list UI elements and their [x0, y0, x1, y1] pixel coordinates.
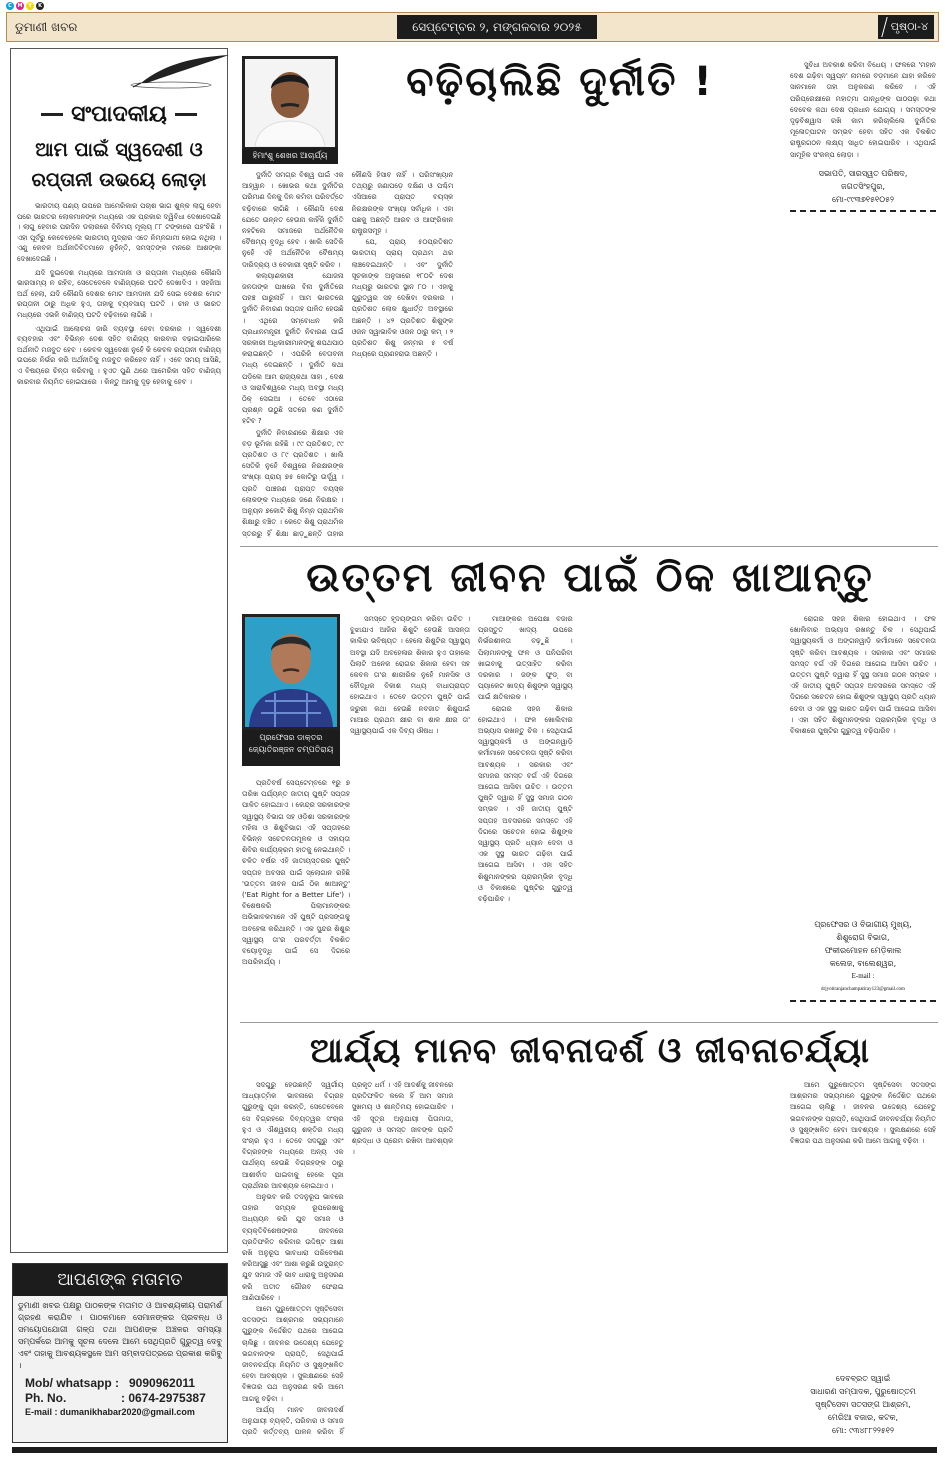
- article2-paragraph: ସମସ୍ତେ ହୃଦୟଙ୍ଗମ କରିବା ଉଚିତ । ବୁଝାଯାଏ ଆଜିର ଶିଶୁଟି ହେଉଛି ଆସନ୍ତା କାଲିର ଭବିଷ୍ୟତ । ହେଲେ ଶିଶୁଟିର ସ୍ୱାସ୍ଥ୍ୟ ଅବସ୍ଥା ଯଦି ଅବହେଳାର ଶିକାର ହୁଏ ତାହାଲେ ପିଲାଟି ଅନେକ ରୋଗର ଶିକାର ହେବା ସହ କେବଳ ତା'ର ଶାରୀରିକ ନୁହେଁ ମାନସିକ ଓ ବୌଦ୍ଧିକ ବିକାଶ ମଧ୍ୟ ବାଧାପ୍ରାପ୍ତ ହୋଇଥାଏ । ତେବେ ଉତ୍ତମ ପୁଷ୍ଟି ପାଇଁ ଜରୁରୀ କଥା ହେଉଛି ନବଜାତ ଶିଶୁପାଇଁ ମାଆର ପ୍ରଥମ କ୍ଷୀର ବା ଶାଳ କ୍ଷୀର ତା' ସ୍ୱାସ୍ଥ୍ୟପାଇଁ ଏକ ଦିବ୍ୟ ଔଷଧ ।: [350, 615, 470, 736]
- byline-line: ଫକୀରମୋହନ ମେଡ଼ିକାଲ: [824, 946, 902, 955]
- article3-body: [242, 1080, 782, 1442]
- article1-paragraph: ସୁବିଧା ଅବକାଶ କରିବା ବିଧେୟ । ଫଳରେ 'ମହାନ ଦେଶ ଗଢ଼ିବା ସ୍ୱପ୍ନ' ନାମରେ ବଡ଼ମାନେ ଯାହା କରିବେ ସାନମାନେ ତାହା ଅନୁକରଣ କରିବେ । ଏହି ପରିପ୍ରେକ୍ଷୀରେ ମହାତ୍ମା ଗାନ୍ଧିଙ୍କ ପାଠପଢ଼ା କଥା ଦେବେକ କଥା ଦେଶ ପ୍ରଧାନ ଯୋଗ୍ୟ । ସମସ୍ତଙ୍କ ଦୃଢ଼ବିଶ୍ୱାସ ରଖି କାମ କରିଚାଲିଲେ ଦୁର୍ନୀତିର ମୂଳୋତ୍ପାଟନ ସମ୍ଭବ ହେବା ସହିତ ଏକ ବିକଶିତ ରାଷ୍ଟ୍ରଗଠନ ଲକ୍ଷ୍ୟ ସାଧିତ ହୋଇପାରିବ । ଏଥିପାଇଁ ସାମୂହିକ ସଂକଳ୍ପ ଲୋଡ଼ା ।: [790, 61, 936, 159]
- article2-byline: [790, 918, 936, 996]
- contact-block: [13, 1376, 227, 1419]
- mobile-label: Mob/ whatsapp :: [25, 1376, 119, 1390]
- byline-line: ମେରିଆ ବଜାର, କଟକ,: [827, 1413, 899, 1422]
- article1-paragraph: ଯେ, ପ୍ରାୟ ୫୦ପ୍ରତିଶତ ଭାରତୀୟ ପ୍ରାୟ ପ୍ରଥମ ଥର ଲାଞ୍ଚଦେଇଥାନ୍ତି । ଏବଂ ଦୁର୍ନୀତି ସୂଚକାଙ୍କ ଅନୁସାରେ ୧୮୦ଟି ଦେଶ ମଧ୍ୟରୁ ଭାରତର ସ୍ଥାନ ୮୦ । ଏହାକୁ ଗୁରୁତ୍ୱର ସହ ଦେଖିବା ଦରକାର । ପ୍ରତିଶତ ଲୋକ କ୍ଷୁଧାର୍ତ୍ତ ଅବସ୍ଥାରେ ଅଛନ୍ତି । ୪୨ ପ୍ରତିଶତ ଶିଶୁଙ୍କ ଓଜନ ସ୍ୱାଭାବିକ ଓଜନ ଠାରୁ କମ୍ । ୨ ପ୍ରତିଶତ ଶିଶୁ ଜନ୍ମର ୫ ବର୍ଷ ମଧ୍ୟରେ ପ୍ରାଣହରାଉ ଅଛନ୍ତି ।: [351, 238, 454, 359]
- opinion-body: ଡୁମାଣୀ ଖବର ପକ୍ଷରୁ ପାଠକଙ୍କ ମତାମତ ଓ ଆବଶ୍ୟକୀୟ ପରାମର୍ଶ ଗ୍ରହଣ କରାଯିବ । ପାଠକମାନେ ସେମାନଙ୍କର ପ୍ରବନ୍ଧ ଓ ସମୟୋପଯୋଗୀ ଗଳ୍ପ ତଥା ଆପଣଙ୍କ ଅଞ୍ଚଳର ସମସ୍ୟା ସମ୍ପର୍କରେ ଆମକୁ ସୂଚନା ଦେଲେ ଆମେ ସେଥିପ୍ରତି ଗୁରୁତ୍ୱ ଦେବୁ ଏବଂ ତାହାକୁ ଆବଶ୍ୟକସ୍ଥଳେ ଆମ ସମ୍ବାଦପତ୍ରରେ ପ୍ରକାଶ କରିବୁ ।: [18, 1301, 222, 1370]
- editorial-headline: ଆମ ପାଇଁ ସ୍ୱଦେଶୀ ଓ ରପ୍ତାନୀ ଉଭୟେ ଲୋଡ଼ା: [31, 139, 207, 191]
- article1-headline: ବଢ଼ିଚାଲିଛି ଦୁର୍ନୀତି !: [406, 59, 714, 105]
- article1-paragraph: ଦୁର୍ନୀତି ନିବାରଣରେ ଶିକ୍ଷାର ଏକ ବଡ଼ ଭୂମିକା ରହିଛି । ୯୯ ପ୍ରତିଶତ, ୯୯ ପ୍ରତିଶତ ଓ ୮୯ ପ୍ରତିଶତ । ଖାଲି ସେତିକି ନୁହେଁ ବିଶ୍ୱରେ ନିରକ୍ଷରଙ୍କ ସଂଖ୍ୟା ପ୍ରାୟ ୭୫ କୋଟିରୁ ଉର୍ଦ୍ଧ୍ୱ । ପ୍ରତି ପାଞ୍ଚଜଣ ପ୍ରାପ୍ତ ବୟସ୍କ ଲୋକଙ୍କ ମଧ୍ୟରେ ଜଣେ ନିରକ୍ଷର । ଅନ୍ୟୁନ ୭କୋଟି ଶିଶୁ ନିମ୍ନ ପ୍ରାଥମିକ ଶିକ୍ଷାରୁ ବଞ୍ଚିତ । କେତେ ଶିଶୁ ପ୍ରାଥମିକ ସ୍ତରରୁ ହିଁ ଶିକ୍ଷା ଛାଡ଼ୁଛନ୍ତି ତାହାର କୌଣସି ହିସାବ ନାହିଁ । ପରିସଂଖ୍ୟାନ ତଥ୍ୟରୁ ଜଣାପଡ଼େ ଦକ୍ଷିଣ ଓ ପଶ୍ଚିମ ଏସିଆରେ ପ୍ରାପ୍ତ ବୟସ୍କ ନିରକ୍ଷରଙ୍କ ସଂଖ୍ୟା ସର୍ବାଧିକ । ଏହା ପଛକୁ ଅଛନ୍ତି ଆରବ ଓ ଆଫ୍ରିକାନ ରାଷ୍ଟ୍ରସମୂହ ।: [242, 171, 454, 538]
- author-email-link[interactable]: drjyotiranjanchampatiray123@gmail.com: [821, 987, 905, 992]
- editorial-column: [10, 48, 228, 1253]
- article1-paragraph: ଦୁର୍ନୀତି ସମଗ୍ର ବିଶ୍ୱ ପାଇଁ ଏକ ଆହ୍ୱାନ । ଖୋଭର କଥା ଦୁର୍ନୀତିର ପରିମାଣ ଦିନକୁ ଦିନ କମିବା ପରିବର୍ତ୍ତେ ବଢ଼ିବାରେ ଲାଗିଛି । କୌଣସି ଦେଶ ଯେତେ ଉନ୍ନତ ହେଉନା କାହିଁକି ଦୁର୍ନୀତି ନହଟିଲେ ସମାଜରେ ଅର୍ଥନୈତିକ ବୈଷମ୍ୟ ବୃଦ୍ଧି ହେବ । ଖାଲି ସେତିକି ନୁହେଁ ଏହି ଅର୍ଥନୈତିକ ବୈଷମ୍ୟ ଦାରିଦ୍ର୍ୟ ଓ ବେକାରୀ ସୃଷ୍ଟି କରିବ ।: [242, 171, 344, 269]
- article3-side-column: [790, 1080, 936, 1442]
- phone-label: Ph. No.: [25, 1391, 67, 1405]
- editorial-title-row: [11, 97, 227, 131]
- cmyk-k-dot: K: [36, 2, 44, 10]
- article3-paragraph: ଆମେ ପୁରୁଷୋତ୍ତମ ସୃଷ୍ଟିସେବା ସତସଙ୍ଗ ଆଶ୍ରମର ସଭ୍ୟମାନେ ଗୁରୁଙ୍କ ନିର୍ଦ୍ଦେଶିତ ପଥରେ ଆଗେଇ ଚାଲିଛୁ । ଜୀବନର ଉଦ୍ଦେଶ୍ୟ ଯେହେତୁ ଭଗବାନଙ୍କ ପ୍ରାପ୍ତି, ସେଥିପାଇଁ ଜୀବନଚର୍ଯ୍ୟା ନିୟମିତ ଓ ସୁଶୃଙ୍ଖଳିତ ହେବା ଆବଶ୍ୟକ । ସୁଲକ୍ଷଣରେ ସେହି ବିଜ୍ଞତାର ପଥ ଅନୁସରଣ କରି ଆମେ ଆଗକୁ ବଢ଼ିବା ।: [242, 1305, 344, 1403]
- article2-body-b: [478, 614, 778, 1018]
- cmyk-registration-marks: [6, 2, 44, 10]
- byline-line: ପ୍ରଫେସର ଓ ବିଭାଗୀୟ ମୁଖ୍ୟ,: [814, 920, 912, 929]
- phone-number: : 0674-2975387: [121, 1391, 206, 1405]
- byline-line: ସୃଷ୍ଟିସେବା ସତସଙ୍ଗ ଆଶ୍ରମ,: [815, 1400, 911, 1409]
- title-rule-left: [41, 113, 63, 116]
- section-divider: [240, 1022, 938, 1023]
- article1-byline: [790, 167, 936, 206]
- editorial-body: [17, 201, 221, 387]
- article2-paragraph: ମାଆଙ୍କର ଅପେକ୍ଷା ବଜାର ପ୍ରସ୍ତୁତ ଖାଦ୍ୟ ଉପରେ ନିର୍ଭରଶୀଳତା ବଢ଼ୁଛି । ପିଲାମାନଙ୍କୁ ଫଳ ଓ ପନିପରିବା ଖାଇବାକୁ ଉତ୍ସାହିତ କରିବା ଦରକାର । ଜଙ୍କ ଫୁଡ୍ ବା ପ୍ୟାକେଟ ଖାଦ୍ୟ ଶିଶୁଙ୍କ ସ୍ୱାସ୍ଥ୍ୟ ପାଇଁ କ୍ଷତିକାରକ ।: [478, 615, 573, 702]
- article2-paragraph: ରୋଗର ସହଜ ଶିକାର ହୋଇଥାଏ । ଫଳ ଖୋଲିବାର ଅଭ୍ୟାସ ରଖନ୍ତୁ ଚିକ । ସେଥିପାଇଁ ସ୍ୱାସ୍ଥ୍ୟକର୍ମୀ ଓ ଅଙ୍ଗନୱାଡ଼ି କର୍ମୀମାନେ ସଚେତନତା ସୃଷ୍ଟି କରିବା ଆବଶ୍ୟକ । ସରକାର ଏବଂ ସମାଜର ସମସ୍ତ ବର୍ଗ ଏହି ଦିଗରେ ଆଗେଇ ଆସିବା ଉଚିତ । ଉତ୍ତମ ପୁଷ୍ଟି ଦ୍ୱାରା ହିଁ ସୁସ୍ଥ ସମାଜ ଗଠନ ସମ୍ଭବ । ଏହି ଜାତୀୟ ପୁଷ୍ଟି ସପ୍ତାହ ଅବସରରେ ସମସ୍ତେ ଏହି ଦିଗରେ ସଚେତନ ହୋଇ ଶିଶୁଙ୍କ ସ୍ୱାସ୍ଥ୍ୟ ପ୍ରତି ଧ୍ୟାନ ଦେବା ଓ ଏକ ସୁସ୍ଥ ଭାରତ ଗଢ଼ିବା ପାଇଁ ଆଗେଇ ଆସିବା । ଏହା ସହିତ ଶିଶୁମାନଙ୍କର ପ୍ରାରମ୍ଭିକ ବୃଦ୍ଧି ଓ ବିକାଶରେ ପୁଷ୍ଟିର ଗୁରୁତ୍ୱ ବଢ଼ିପାରିବ ।: [790, 615, 936, 736]
- byline-line: ସଭାପତି, ସାରସ୍ୱତ ପରିଷଦ,: [818, 168, 908, 178]
- cmyk-c-dot: C: [6, 2, 14, 10]
- byline-line: ସାଧାରଣ ସମ୍ପାଦକ, ପୁରୁଷୋତ୍ତମ: [810, 1387, 916, 1396]
- editorial-paragraph: ଭାରତୀୟ ପଣ୍ୟ ଉପରେ ଆମେରିକାର ପଚାଶ ଭାଗ ଶୁଳ୍କ ଲାଗୁ ହେବା ପରେ ଭାରତର ଲୋକମାନଙ୍କ ମଧ୍ୟରେ ଏକ ପ୍ରକାର ଦ୍ୱିବିଧା ଦେଖାଦେଇଛି । ଲାଗୁ ହେବାର ପରଦିନ ଡଲାରରେ ବିନିମୟ ମୂଲ୍ୟ ୮୮ ଟଙ୍କାରେ ପହଂଚିଛି । ଏହା ପୂର୍ବରୁ କେବେହେଲେ ଭାରତୀୟ ମୁଦ୍ରାର ଏତେ ନିମ୍ନଗାମୀ ହୋଇ ନଥିଲା । ଏଣୁ କେବଳ ଅର୍ଥନୀତିବିତମାନେ ନୁହଁନ୍ତି, ସମସ୍ତଙ୍କ ମନରେ ଆଶଙ୍କା ଦେଖାଦେଇଛି ।: [17, 202, 221, 263]
- byline-line: ଶିଶୁରୋଗ ବିଭାଗ,: [836, 933, 890, 942]
- issue-date: ସେପ୍ଟେମ୍ବର ୨, ମଙ୍ଗଳବାର ୨୦୨୫: [397, 15, 597, 39]
- article3-paragraph: ଆର୍ଯ୍ୟ ମାନବ ଜୀବନାଦର୍ଶ ଅନୁଯାୟୀ ବ୍ୟକ୍ତି, ପରିବାର ଓ ସମାଜ ପ୍ରତି କର୍ତ୍ତବ୍ୟ ପାଳନ କରିବା ହିଁ ପ୍ରକୃତ ଧର୍ମ । ଏହି ଆଦର୍ଶକୁ ଜୀବନରେ ପ୍ରତିଫଳିତ କଲେ ହିଁ ଆମ ସମାଜ ସୁଖମୟ ଓ ଶାନ୍ତିମୟ ହୋଇପାରିବ । ଏହି ସୂତ୍ର ଅନୁଯାୟୀ ପିତାମାତା, ଗୁରୁଜନ ଓ ସମସ୍ତ ଜୀବଙ୍କ ପ୍ରତି ଶ୍ରଦ୍ଧା ଓ ପ୍ରେମ ରଖିବା ଆବଶ୍ୟକ ।: [242, 1081, 454, 1437]
- article1-paragraph: କଲ୍ୟାଣକାରୀ ଯୋଜନା ଜନତାଙ୍କ ପାଖରେ ବିନା ଦୁର୍ନୀତିରେ ପହଞ୍ଚ ପାରୁନାହିଁ । ଆମ ଭାରତରେ ଦୁର୍ନୀତି ନିବାରଣ ସପ୍ତାହ ପାଳିତ ହେଉଛି । ଏଥିରେ ସମ୍ବୋଧନ କରି ପ୍ରଧାନମନ୍ତ୍ରୀ ଦୁର୍ନୀତି ନିବାରଣ ପାଇଁ ସରକାରୀ ଅଧିକାରୀମାନଙ୍କୁ ଶପଥପାଠ କରାଇଛନ୍ତି । ଏପରିକି ବେତାବନୀ ମଧ୍ୟ ଦେଇଛନ୍ତି । ଦୁର୍ନୀତି କଥା ପଡ଼ିଲେ ଆମ ରାଜ୍ୟକଥା ସାହା , ଦେଶ ଓ ସାରାବିଶ୍ୱରେ ମଧ୍ୟ ଅବସ୍ଥା ମଧ୍ୟ ଠିକ୍ ସେଇଆ । ତେବେ ଏଠାରେ ପ୍ରଶ୍ନ ଉଠୁଛି ସତରେ କଣ ଦୁର୍ନୀତି ହଟିବ ?: [242, 271, 344, 426]
- author-photo-himanshu: [242, 56, 338, 164]
- article2-side-column: [790, 614, 936, 1018]
- article1-side-column: [790, 60, 936, 540]
- page-bottom-bar: [12, 1447, 937, 1453]
- editorial-paragraph: ଯଦି ଦୁଇଦେଶ ମଧ୍ୟରେ ଆମଦାନୀ ଓ ରପ୍ତାନୀ ମଧ୍ୟରେ କୌଣସି ଭାରସାମ୍ୟ ନ ରହିବ, ସେତେବେଳେ ବାଣିଜ୍ୟରେ ଘଟତି ଦେଖାଦିଏ । ସହଜିଆ ଅର୍ଥ ହେଲା, ଯଦି କୌଣସି ଦେଶର ମୋଟ ଆମଦାନୀ ଯଦି ସେଇ ଦେଶର ମୋଟ ରପ୍ତାନୀ ଠାରୁ ଅଧିକ ହୁଏ, ତାହାକୁ ବ୍ୟବସାୟ ଘଟତି । ଚୀନ ଓ ଭାରତ ମଧ୍ୟରେ ଏଭଳି ବାଣିଜ୍ୟ ଘଟତି ବଢ଼ିବାରେ ଲାଗିଛି ।: [17, 268, 221, 319]
- byline-line: ମୋ-୯୯୩୭୧୫୧୦୫୨: [832, 194, 894, 204]
- author-caption: [242, 730, 340, 766]
- article2-headline: ଉତ୍ତମ ଜୀବନ ପାଇଁ ଠିକ ଖାଆନ୍ତୁ: [306, 555, 874, 601]
- article1-body: [242, 170, 782, 540]
- cmyk-m-dot: M: [17, 3, 23, 9]
- dashed-divider: [790, 210, 936, 212]
- article2-paragraph: ପ୍ରତିବର୍ଷ ସେପ୍ଟେମ୍ବରେ ୧ରୁ ୭ ତାରିଖ ପର୍ଯ୍ୟନ୍ତ ଜାତୀୟ ପୁଷ୍ଟି ସପ୍ତାହ ପାଳିତ ହୋଇଥାଏ । କେନ୍ଦ୍ର ସରକାରଙ୍କ ସ୍ୱାସ୍ଥ୍ୟ ବିଭାଗ ସହ ଓଡ଼ିଶା ସରକାରଙ୍କ ମହିଳା ଓ ଶିଶୁବିଭାଗ ଏହି ସପ୍ତାହରେ ବିଭିନ୍ନ ସଚେତନତାମୂଳକ ଓ ସହାୟତା ଶିବିର କାର୍ଯ୍ୟକ୍ରମ ହାତକୁ ନେଇଥାନ୍ତି । ଚଳିତ ବର୍ଷର ଏହି ଜାତୀୟସ୍ତରର ପୁଷ୍ଟି ସପ୍ତାହ ଅବସର ପାଇଁ ସ୍ଲୋଗାନ ରହିଛି 'ଉତ୍ତମ ଜୀବନ ପାଇଁ ଠିକ ଖାଆନ୍ତୁ' ('Eat Right for a Better Life') । ବିଶେଷକରି ପିଲାମାନଙ୍କର ଅଭିଭାବକମାନେ ଏହି ପୁଷ୍ଟି ପ୍ରସଙ୍ଗକୁ ଅବହେଳା କରିଥାନ୍ତି । ଏକ ସୁନ୍ଦର ଶିଶୁର ସ୍ୱାସ୍ଥ୍ୟ ତା'ର ପରବର୍ତ୍ତୀ ବିକଶିତ ବୟୋବୃଦ୍ଧି ପାଇଁ ସେ ଦିଗରେ ଅପରିହାର୍ଯ୍ୟ ।: [242, 779, 350, 967]
- opinion-box: [12, 1263, 228, 1443]
- author-photo-jyotiranjan: [242, 614, 340, 766]
- author-caption: ହିମାଂଶୁ ଶେଖର ଆଚାର୍ଯ୍ୟ: [242, 148, 338, 164]
- byline-line: ଜଗତସିଂହପୁର,: [841, 181, 885, 191]
- mobile-number: 9090962011: [129, 1376, 196, 1390]
- cmyk-y-dot: Y: [26, 2, 34, 10]
- article3-paragraph: ସଦଗୁରୁ ହେଉଛନ୍ତି ସ୍ୱର୍ଗୀୟ ଆଧ୍ୟାତ୍ମିକ ଭାବନାରେ ବିଗ୍ରହ ଗୁରୁଙ୍କୁ ପୂଜା କରନ୍ତି, ସେତେବେଳେ ସେ ବିଗ୍ରହରେ ଦିବ୍ୟତ୍ୱର ସଂଚାର ହୁଏ ଓ ଐଶ୍ୱରୀୟ ଶକ୍ତିର ମଧ୍ୟ ସଂଚାର ହୁଏ । ତେବେ ସଦଗୁରୁ ଏବଂ ବିଗ୍ରହଙ୍କ ମଧ୍ୟରେ ଅନ୍ୟ ଏକ ପାର୍ଥକ୍ୟ ହେଉଛି ବିଗ୍ରହଙ୍କ ଠାରୁ ଆଶୀର୍ବାଦ ପାଇବାକୁ ହେଲେ ପୂଜା ପ୍ରାର୍ଥନାର ଆବଶ୍ୟକ ହୋଇଥାଏ ।: [242, 1081, 344, 1190]
- article3-paragraph: ଅନୁଭବ କରି ତଦନୁରୂପ ଭାବରେ ତାହାର ସମ୍ୟକ ରୂପରେଖାକୁ ଅଧ୍ୟୟନ କରି ଯୁବ ସମାଜ ଓ ବ୍ୟକ୍ତିବିଶେଷଙ୍କର ଜୀବନରେ ପ୍ରତିଫଳିତ କରିବାର ଉଦ୍ଦିଷ୍ଟ ଆଶା ରଖି ଅନୁରୂପ ଭାବଧାରା ପରିବେଷଣ କରିଆସୁଛୁ ଏବଂ ଆଶା କରୁଛି ଉଦ୍ଭ୍ରାନ୍ତ ଯୁବ ସମାଜ ଏହି ଭାବ ଧାରାକୁ ଅନୁସରଣ କରି ଅତୀତ ଗୌରବ ଫେରାଇ ଆଣିପାରିବେ ।: [242, 1193, 344, 1302]
- quill-pen-icon: [111, 53, 231, 93]
- title-rule-right: [175, 113, 197, 116]
- paper-name: ଡୁମାଣୀ ଖବର: [15, 20, 78, 34]
- editorial-paragraph: ଏଥିପାଇଁ ଆଲୋଚନା ଜାରି ବ୍ୟବସ୍ଥା ହେବା ଦରକାର । ସ୍ୱଦେଶୀ ବ୍ୟବହାର ଏବଂ ବିଭିନ୍ନ ଦେଶ ସହିତ ବାଣିଜ୍ୟ କାରବାର ବଢ଼ାଇପାରିଲେ ଅର୍ଥନୀତି ମଜବୁତ ହେବ । କେବଳ ସ୍ୱଦେଶୀ ନୁହେଁ କି କେବଳ ରପ୍ତାନୀ ବାଣିଜ୍ୟ ଉପରେ ନିର୍ଭର କରି ଅର୍ଥନୀତିକୁ ମଜବୁତ କରିହେବ ନାହିଁ । ଏବେ ସମୟ ଆସିଛି, ଏ ବିଷୟରେ ଚିନ୍ତା କରିବାକୁ । ହୁଏତ ପୁଣି ଥରେ ଆମେରିକା ସହିତ ବାଣିଜ୍ୟ କାରବାର ନିୟମିତ ହୋଇପାରେ । କିନ୍ତୁ ଆମକୁ ଦୃଢ଼ ହେବାକୁ ହେବ ।: [17, 324, 221, 386]
- author-portrait-icon: [245, 617, 337, 727]
- author-portrait-icon: [245, 59, 335, 147]
- byline-line: ମୋ: ୯୩୪୮୮୨୨୫୧୨: [832, 1426, 894, 1435]
- article2-body-a: [350, 614, 470, 774]
- editorial-section-title: ସଂପାଦକୀୟ: [71, 101, 167, 127]
- article2-paragraph: ରୋଗର ସହଜ ଶିକାର ହୋଇଥାଏ । ଫଳ ଖୋଲିବାର ଅଭ୍ୟାସ ରଖନ୍ତୁ ଚିକ । ସେଥିପାଇଁ ସ୍ୱାସ୍ଥ୍ୟକର୍ମୀ ଓ ଅଙ୍ଗନୱାଡ଼ି କର୍ମୀମାନେ ସଚେତନତା ସୃଷ୍ଟି କରିବା ଆବଶ୍ୟକ । ସରକାର ଏବଂ ସମାଜର ସମସ୍ତ ବର୍ଗ ଏହି ଦିଗରେ ଆଗେଇ ଆସିବା ଉଚିତ । ଉତ୍ତମ ପୁଷ୍ଟି ଦ୍ୱାରା ହିଁ ସୁସ୍ଥ ସମାଜ ଗଠନ ସମ୍ଭବ । ଏହି ଜାତୀୟ ପୁଷ୍ଟି ସପ୍ତାହ ଅବସରରେ ସମସ୍ତେ ଏହି ଦିଗରେ ସଚେତନ ହୋଇ ଶିଶୁଙ୍କ ସ୍ୱାସ୍ଥ୍ୟ ପ୍ରତି ଧ୍ୟାନ ଦେବା ଓ ଏକ ସୁସ୍ଥ ଭାରତ ଗଢ଼ିବା ପାଇଁ ଆଗେଇ ଆସିବା । ଏହା ସହିତ ଶିଶୁମାନଙ୍କର ପ୍ରାରମ୍ଭିକ ବୃଦ୍ଧି ଓ ବିକାଶରେ ପୁଷ୍ଟିର ଗୁରୁତ୍ୱ ବଢ଼ିପାରିବ ।: [478, 704, 573, 904]
- article3-byline: [790, 1372, 936, 1437]
- article3-headline: ଆର୍ଯ୍ୟ ମାନବ ଜୀବନାଦର୍ଶ ଓ ଜୀବନାଚର୍ଯ୍ୟା: [309, 1031, 870, 1071]
- caption-line: ଜ୍ୟୋତିରଞ୍ଜନ ଚମ୍ପତିରାୟ: [248, 745, 334, 754]
- byline-line: ଦେବବ୍ରତ ସ୍ୱାଇଁ: [835, 1374, 891, 1383]
- caption-line: ପ୍ରଫେସର ଡାକ୍ତର: [259, 733, 323, 742]
- opinion-title: ଆପଣଙ୍କ ମତାମତ: [13, 1264, 227, 1296]
- dashed-divider: [790, 1000, 936, 1002]
- byline-line: କଲେଜ, ବାଲେଶ୍ୱର,: [829, 959, 897, 968]
- page-number: ପୃଷ୍ଠା-୪: [878, 15, 934, 39]
- byline-line: E-mail :: [851, 972, 875, 980]
- article3-paragraph: ଆମେ ପୁରୁଷୋତ୍ତମ ସୃଷ୍ଟିସେବା ସତସଙ୍ଗ ଆଶ୍ରମର ସଭ୍ୟମାନେ ଗୁରୁଙ୍କ ନିର୍ଦ୍ଦେଶିତ ପଥରେ ଆଗେଇ ଚାଲିଛୁ । ଜୀବନର ଉଦ୍ଦେଶ୍ୟ ଯେହେତୁ ଭଗବାନଙ୍କ ପ୍ରାପ୍ତି, ସେଥିପାଇଁ ଜୀବନଚର୍ଯ୍ୟା ନିୟମିତ ଓ ସୁଶୃଙ୍ଖଳିତ ହେବା ଆବଶ୍ୟକ । ସୁଲକ୍ଷଣରେ ସେହି ବିଜ୍ଞତାର ପଥ ଅନୁସରଣ କରି ଆମେ ଆଗକୁ ବଢ଼ିବା ।: [790, 1081, 936, 1146]
- article2-body-lead: [242, 778, 350, 1018]
- contact-email[interactable]: E-mail : dumanikhabar2020@gmail.com: [25, 1407, 195, 1417]
- masthead: [6, 12, 939, 42]
- section-divider: [240, 546, 938, 547]
